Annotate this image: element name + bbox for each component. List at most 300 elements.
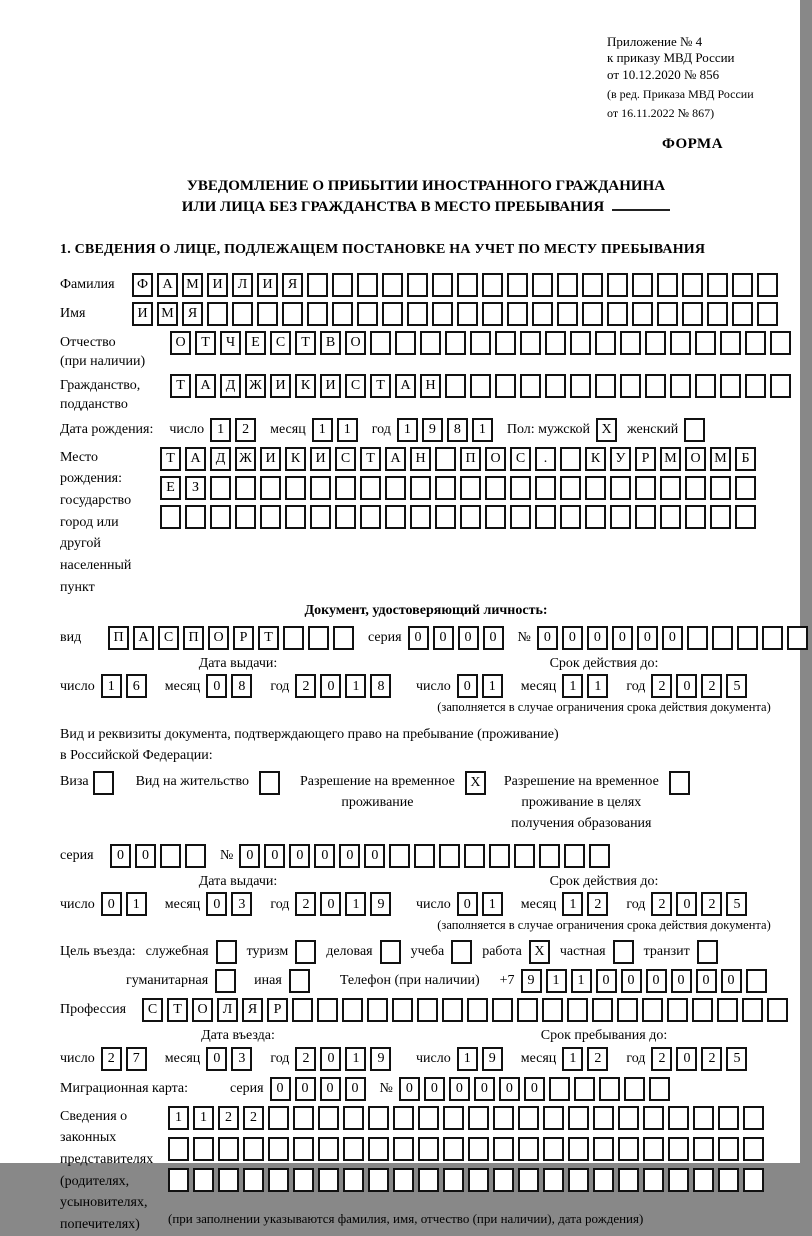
char-cell[interactable]: 0 <box>499 1077 520 1101</box>
char-cell[interactable] <box>668 1137 689 1161</box>
char-cell[interactable] <box>770 374 791 398</box>
char-cell[interactable]: 1 <box>587 674 608 698</box>
char-cell[interactable] <box>585 476 606 500</box>
char-cell[interactable]: 1 <box>562 674 583 698</box>
char-cell[interactable]: 0 <box>264 844 285 868</box>
char-cell[interactable] <box>712 626 733 650</box>
char-cell[interactable]: 2 <box>295 892 316 916</box>
char-cell[interactable] <box>520 331 541 355</box>
char-cell[interactable]: 1 <box>101 674 122 698</box>
char-cell[interactable]: 0 <box>320 674 341 698</box>
entry-year-input[interactable] <box>295 1047 395 1071</box>
char-cell[interactable]: 9 <box>370 892 391 916</box>
char-cell[interactable] <box>289 969 310 993</box>
char-cell[interactable] <box>168 1168 189 1192</box>
char-cell[interactable] <box>432 302 453 326</box>
char-cell[interactable]: 9 <box>521 969 542 993</box>
char-cell[interactable]: Я <box>282 273 303 297</box>
char-cell[interactable] <box>767 998 788 1022</box>
char-cell[interactable] <box>720 331 741 355</box>
char-cell[interactable]: 1 <box>397 418 418 442</box>
char-cell[interactable]: 0 <box>345 1077 366 1101</box>
char-cell[interactable] <box>215 969 236 993</box>
char-cell[interactable]: Б <box>735 447 756 471</box>
char-cell[interactable] <box>568 1106 589 1130</box>
char-cell[interactable] <box>210 505 231 529</box>
char-cell[interactable] <box>693 1106 714 1130</box>
char-cell[interactable]: 0 <box>289 844 310 868</box>
char-cell[interactable] <box>395 331 416 355</box>
char-cell[interactable]: 0 <box>612 626 633 650</box>
char-cell[interactable] <box>746 969 767 993</box>
char-cell[interactable] <box>343 1168 364 1192</box>
char-cell[interactable] <box>243 1168 264 1192</box>
char-cell[interactable] <box>735 476 756 500</box>
char-cell[interactable]: 0 <box>339 844 360 868</box>
char-cell[interactable] <box>442 998 463 1022</box>
char-cell[interactable] <box>485 476 506 500</box>
char-cell[interactable] <box>445 374 466 398</box>
char-cell[interactable] <box>317 998 338 1022</box>
char-cell[interactable] <box>467 998 488 1022</box>
char-cell[interactable] <box>407 302 428 326</box>
migration-series-input[interactable] <box>270 1077 370 1101</box>
char-cell[interactable]: К <box>285 447 306 471</box>
char-cell[interactable] <box>582 273 603 297</box>
char-cell[interactable] <box>460 505 481 529</box>
char-cell[interactable]: 1 <box>193 1106 214 1130</box>
char-cell[interactable]: 0 <box>696 969 717 993</box>
char-cell[interactable]: 2 <box>235 418 256 442</box>
char-cell[interactable]: 1 <box>546 969 567 993</box>
char-cell[interactable] <box>292 998 313 1022</box>
representatives-line1-input[interactable] <box>168 1106 768 1130</box>
char-cell[interactable] <box>235 476 256 500</box>
entry-month-input[interactable] <box>206 1047 256 1071</box>
citizenship-input[interactable] <box>170 374 795 398</box>
char-cell[interactable]: А <box>195 374 216 398</box>
char-cell[interactable] <box>185 505 206 529</box>
char-cell[interactable]: . <box>535 447 556 471</box>
char-cell[interactable] <box>532 273 553 297</box>
purpose-private-checkbox[interactable] <box>613 940 634 964</box>
char-cell[interactable]: 0 <box>320 1047 341 1071</box>
surname-input[interactable] <box>132 273 782 297</box>
char-cell[interactable]: Р <box>267 998 288 1022</box>
char-cell[interactable]: 0 <box>206 674 227 698</box>
char-cell[interactable] <box>370 331 391 355</box>
identity-valid-year-input[interactable] <box>651 674 751 698</box>
char-cell[interactable] <box>595 331 616 355</box>
char-cell[interactable]: 0 <box>721 969 742 993</box>
identity-issue-day-input[interactable] <box>101 674 151 698</box>
char-cell[interactable] <box>295 940 316 964</box>
char-cell[interactable] <box>285 505 306 529</box>
edu-permit-checkbox[interactable] <box>669 771 690 795</box>
char-cell[interactable] <box>542 998 563 1022</box>
char-cell[interactable]: 5 <box>726 1047 747 1071</box>
char-cell[interactable] <box>307 273 328 297</box>
char-cell[interactable] <box>367 998 388 1022</box>
char-cell[interactable] <box>332 302 353 326</box>
given-name-input[interactable] <box>132 302 782 326</box>
char-cell[interactable] <box>510 476 531 500</box>
char-cell[interactable]: Т <box>295 331 316 355</box>
char-cell[interactable] <box>260 476 281 500</box>
char-cell[interactable]: Н <box>420 374 441 398</box>
char-cell[interactable] <box>718 1168 739 1192</box>
char-cell[interactable] <box>710 476 731 500</box>
char-cell[interactable] <box>93 771 114 795</box>
char-cell[interactable]: 0 <box>320 1077 341 1101</box>
char-cell[interactable]: 1 <box>345 1047 366 1071</box>
char-cell[interactable]: Н <box>410 447 431 471</box>
char-cell[interactable] <box>695 374 716 398</box>
char-cell[interactable] <box>770 331 791 355</box>
char-cell[interactable]: 2 <box>587 1047 608 1071</box>
char-cell[interactable]: М <box>157 302 178 326</box>
char-cell[interactable] <box>732 302 753 326</box>
char-cell[interactable] <box>495 374 516 398</box>
char-cell[interactable]: 0 <box>474 1077 495 1101</box>
char-cell[interactable] <box>707 273 728 297</box>
char-cell[interactable]: 0 <box>320 892 341 916</box>
char-cell[interactable]: В <box>320 331 341 355</box>
char-cell[interactable] <box>667 998 688 1022</box>
char-cell[interactable]: К <box>295 374 316 398</box>
char-cell[interactable] <box>613 940 634 964</box>
char-cell[interactable] <box>787 626 808 650</box>
char-cell[interactable] <box>160 505 181 529</box>
char-cell[interactable]: 2 <box>651 892 672 916</box>
char-cell[interactable] <box>510 505 531 529</box>
birth-place-line1-input[interactable] <box>160 447 760 471</box>
char-cell[interactable] <box>418 1137 439 1161</box>
char-cell[interactable] <box>393 1168 414 1192</box>
char-cell[interactable] <box>293 1106 314 1130</box>
char-cell[interactable] <box>732 273 753 297</box>
char-cell[interactable]: Д <box>220 374 241 398</box>
char-cell[interactable] <box>757 273 778 297</box>
char-cell[interactable] <box>560 447 581 471</box>
char-cell[interactable] <box>357 273 378 297</box>
char-cell[interactable]: 1 <box>482 674 503 698</box>
char-cell[interactable]: 5 <box>726 892 747 916</box>
char-cell[interactable] <box>682 302 703 326</box>
purpose-work-checkbox[interactable] <box>529 940 550 964</box>
char-cell[interactable] <box>697 940 718 964</box>
char-cell[interactable] <box>382 302 403 326</box>
char-cell[interactable]: 5 <box>726 674 747 698</box>
char-cell[interactable] <box>268 1168 289 1192</box>
char-cell[interactable] <box>617 998 638 1022</box>
char-cell[interactable]: 8 <box>447 418 468 442</box>
char-cell[interactable]: Т <box>360 447 381 471</box>
char-cell[interactable] <box>368 1168 389 1192</box>
char-cell[interactable]: 0 <box>524 1077 545 1101</box>
char-cell[interactable] <box>718 1106 739 1130</box>
char-cell[interactable]: И <box>260 447 281 471</box>
char-cell[interactable]: О <box>485 447 506 471</box>
char-cell[interactable] <box>418 1106 439 1130</box>
char-cell[interactable] <box>684 418 705 442</box>
purpose-business-checkbox[interactable] <box>380 940 401 964</box>
char-cell[interactable] <box>368 1106 389 1130</box>
char-cell[interactable] <box>657 302 678 326</box>
char-cell[interactable] <box>435 505 456 529</box>
char-cell[interactable]: 1 <box>126 892 147 916</box>
char-cell[interactable] <box>468 1137 489 1161</box>
char-cell[interactable] <box>207 302 228 326</box>
char-cell[interactable] <box>707 302 728 326</box>
char-cell[interactable]: 0 <box>676 1047 697 1071</box>
char-cell[interactable] <box>668 1168 689 1192</box>
char-cell[interactable] <box>643 1168 664 1192</box>
birth-month-input[interactable] <box>312 418 362 442</box>
char-cell[interactable] <box>710 505 731 529</box>
char-cell[interactable] <box>568 1168 589 1192</box>
char-cell[interactable]: 9 <box>370 1047 391 1071</box>
char-cell[interactable]: 0 <box>399 1077 420 1101</box>
char-cell[interactable]: У <box>610 447 631 471</box>
char-cell[interactable] <box>543 1106 564 1130</box>
char-cell[interactable]: 1 <box>571 969 592 993</box>
char-cell[interactable] <box>560 476 581 500</box>
char-cell[interactable]: 0 <box>295 1077 316 1101</box>
char-cell[interactable]: Я <box>182 302 203 326</box>
char-cell[interactable]: П <box>460 447 481 471</box>
char-cell[interactable] <box>549 1077 570 1101</box>
char-cell[interactable] <box>418 1168 439 1192</box>
char-cell[interactable] <box>342 998 363 1022</box>
char-cell[interactable]: 0 <box>314 844 335 868</box>
birth-day-input[interactable] <box>210 418 260 442</box>
char-cell[interactable] <box>343 1106 364 1130</box>
char-cell[interactable]: Л <box>232 273 253 297</box>
char-cell[interactable] <box>485 505 506 529</box>
char-cell[interactable] <box>520 374 541 398</box>
char-cell[interactable] <box>657 273 678 297</box>
char-cell[interactable] <box>293 1168 314 1192</box>
birth-place-line3-input[interactable] <box>160 505 760 529</box>
char-cell[interactable] <box>318 1168 339 1192</box>
char-cell[interactable]: 0 <box>537 626 558 650</box>
char-cell[interactable] <box>610 476 631 500</box>
char-cell[interactable] <box>693 1168 714 1192</box>
char-cell[interactable]: О <box>192 998 213 1022</box>
char-cell[interactable] <box>670 331 691 355</box>
char-cell[interactable]: 9 <box>422 418 443 442</box>
char-cell[interactable]: З <box>185 476 206 500</box>
char-cell[interactable]: 0 <box>637 626 658 650</box>
char-cell[interactable] <box>624 1077 645 1101</box>
char-cell[interactable] <box>595 374 616 398</box>
identity-valid-month-input[interactable] <box>562 674 612 698</box>
char-cell[interactable] <box>410 476 431 500</box>
char-cell[interactable]: 0 <box>270 1077 291 1101</box>
char-cell[interactable] <box>543 1137 564 1161</box>
char-cell[interactable]: 8 <box>370 674 391 698</box>
char-cell[interactable] <box>635 505 656 529</box>
char-cell[interactable] <box>757 302 778 326</box>
char-cell[interactable] <box>482 302 503 326</box>
char-cell[interactable] <box>380 940 401 964</box>
residence-valid-day-input[interactable] <box>457 892 507 916</box>
char-cell[interactable]: И <box>310 447 331 471</box>
char-cell[interactable] <box>743 1106 764 1130</box>
char-cell[interactable] <box>445 331 466 355</box>
residence-issue-year-input[interactable] <box>295 892 395 916</box>
char-cell[interactable] <box>414 844 435 868</box>
char-cell[interactable]: Р <box>233 626 254 650</box>
char-cell[interactable] <box>670 374 691 398</box>
char-cell[interactable]: С <box>510 447 531 471</box>
char-cell[interactable] <box>593 1106 614 1130</box>
char-cell[interactable] <box>451 940 472 964</box>
char-cell[interactable]: X <box>529 940 550 964</box>
representatives-line2-input[interactable] <box>168 1137 768 1161</box>
char-cell[interactable]: А <box>385 447 406 471</box>
residence-issue-month-input[interactable] <box>206 892 256 916</box>
char-cell[interactable] <box>385 476 406 500</box>
char-cell[interactable] <box>210 476 231 500</box>
char-cell[interactable] <box>692 998 713 1022</box>
char-cell[interactable] <box>382 273 403 297</box>
char-cell[interactable] <box>745 331 766 355</box>
representatives-line3-input[interactable] <box>168 1168 768 1192</box>
char-cell[interactable] <box>557 302 578 326</box>
char-cell[interactable] <box>532 302 553 326</box>
char-cell[interactable] <box>660 505 681 529</box>
char-cell[interactable] <box>335 476 356 500</box>
purpose-study-checkbox[interactable] <box>451 940 472 964</box>
char-cell[interactable] <box>468 1168 489 1192</box>
char-cell[interactable] <box>410 505 431 529</box>
char-cell[interactable]: С <box>345 374 366 398</box>
visa-checkbox[interactable] <box>93 771 114 795</box>
char-cell[interactable] <box>443 1168 464 1192</box>
char-cell[interactable] <box>318 1137 339 1161</box>
char-cell[interactable] <box>193 1137 214 1161</box>
char-cell[interactable] <box>517 998 538 1022</box>
stay-until-day-input[interactable] <box>457 1047 507 1071</box>
char-cell[interactable] <box>357 302 378 326</box>
char-cell[interactable]: И <box>270 374 291 398</box>
char-cell[interactable]: Л <box>217 998 238 1022</box>
char-cell[interactable]: 0 <box>408 626 429 650</box>
stay-until-year-input[interactable] <box>651 1047 751 1071</box>
char-cell[interactable] <box>607 302 628 326</box>
char-cell[interactable]: 2 <box>218 1106 239 1130</box>
char-cell[interactable] <box>389 844 410 868</box>
char-cell[interactable] <box>283 626 304 650</box>
char-cell[interactable]: И <box>132 302 153 326</box>
char-cell[interactable] <box>632 273 653 297</box>
char-cell[interactable] <box>737 626 758 650</box>
char-cell[interactable] <box>518 1106 539 1130</box>
char-cell[interactable] <box>574 1077 595 1101</box>
char-cell[interactable] <box>539 844 560 868</box>
char-cell[interactable]: А <box>157 273 178 297</box>
char-cell[interactable] <box>685 476 706 500</box>
char-cell[interactable] <box>693 1137 714 1161</box>
char-cell[interactable]: А <box>185 447 206 471</box>
char-cell[interactable]: С <box>270 331 291 355</box>
char-cell[interactable] <box>282 302 303 326</box>
char-cell[interactable] <box>257 302 278 326</box>
char-cell[interactable] <box>285 476 306 500</box>
char-cell[interactable]: 0 <box>110 844 131 868</box>
char-cell[interactable]: Я <box>242 998 263 1022</box>
char-cell[interactable] <box>470 374 491 398</box>
char-cell[interactable] <box>470 331 491 355</box>
char-cell[interactable]: Д <box>210 447 231 471</box>
char-cell[interactable] <box>420 331 441 355</box>
char-cell[interactable]: Ж <box>245 374 266 398</box>
char-cell[interactable]: 2 <box>701 1047 722 1071</box>
char-cell[interactable] <box>618 1137 639 1161</box>
char-cell[interactable]: С <box>335 447 356 471</box>
purpose-tourism-checkbox[interactable] <box>295 940 316 964</box>
residence-valid-year-input[interactable] <box>651 892 751 916</box>
char-cell[interactable] <box>718 1137 739 1161</box>
char-cell[interactable] <box>268 1137 289 1161</box>
char-cell[interactable] <box>218 1137 239 1161</box>
char-cell[interactable]: П <box>108 626 129 650</box>
char-cell[interactable] <box>570 374 591 398</box>
char-cell[interactable]: 1 <box>472 418 493 442</box>
char-cell[interactable] <box>293 1137 314 1161</box>
char-cell[interactable]: С <box>158 626 179 650</box>
char-cell[interactable]: 0 <box>206 892 227 916</box>
char-cell[interactable] <box>620 374 641 398</box>
char-cell[interactable] <box>535 476 556 500</box>
char-cell[interactable] <box>669 771 690 795</box>
char-cell[interactable]: М <box>182 273 203 297</box>
char-cell[interactable]: 3 <box>231 1047 252 1071</box>
char-cell[interactable]: 1 <box>337 418 358 442</box>
stay-until-month-input[interactable] <box>562 1047 612 1071</box>
char-cell[interactable] <box>735 505 756 529</box>
char-cell[interactable]: 0 <box>587 626 608 650</box>
char-cell[interactable]: 0 <box>449 1077 470 1101</box>
char-cell[interactable] <box>593 1168 614 1192</box>
char-cell[interactable] <box>567 998 588 1022</box>
char-cell[interactable]: П <box>183 626 204 650</box>
char-cell[interactable] <box>543 1168 564 1192</box>
char-cell[interactable] <box>360 505 381 529</box>
purpose-official-checkbox[interactable] <box>216 940 237 964</box>
char-cell[interactable]: Ф <box>132 273 153 297</box>
char-cell[interactable]: 0 <box>596 969 617 993</box>
char-cell[interactable] <box>218 1168 239 1192</box>
char-cell[interactable] <box>243 1137 264 1161</box>
char-cell[interactable]: 0 <box>364 844 385 868</box>
char-cell[interactable]: X <box>596 418 617 442</box>
char-cell[interactable] <box>489 844 510 868</box>
char-cell[interactable] <box>535 505 556 529</box>
identity-valid-day-input[interactable] <box>457 674 507 698</box>
purpose-humanitarian-checkbox[interactable] <box>215 969 236 993</box>
char-cell[interactable] <box>518 1137 539 1161</box>
sex-female-checkbox[interactable] <box>684 418 705 442</box>
phone-input[interactable] <box>521 969 771 993</box>
char-cell[interactable] <box>564 844 585 868</box>
profession-input[interactable] <box>142 998 792 1022</box>
char-cell[interactable] <box>435 476 456 500</box>
char-cell[interactable]: 1 <box>562 1047 583 1071</box>
char-cell[interactable]: 2 <box>243 1106 264 1130</box>
